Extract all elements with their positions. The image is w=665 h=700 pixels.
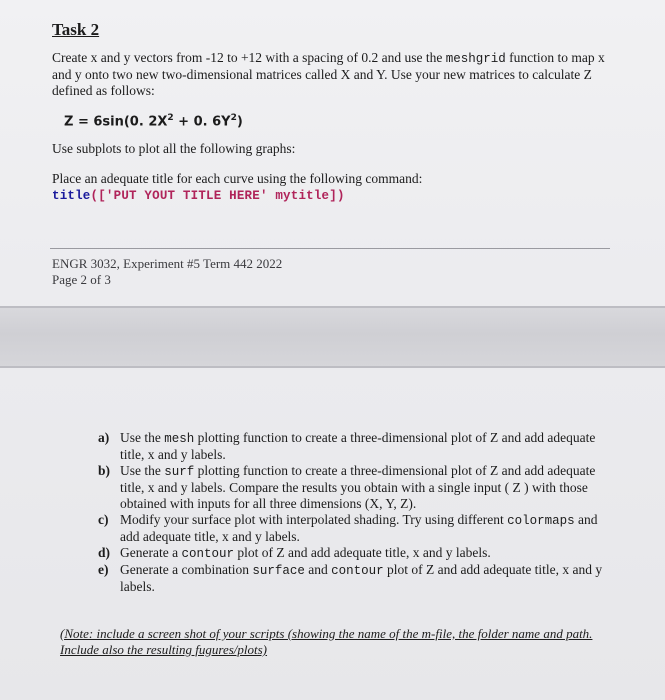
- item-label: b): [98, 463, 111, 478]
- page-break-edge-bottom: [0, 366, 665, 368]
- contour-keyword: contour: [331, 564, 384, 578]
- item-text: Generate a combination surface and contour plot of Z and add adequate title, x and y labels.: [120, 562, 603, 594]
- surface-keyword: surface: [252, 564, 305, 578]
- list-item: [98, 562, 608, 595]
- z-equation: Z = 6sin(0. $2X^2 + 0$. $6Y^2$): [64, 113, 243, 130]
- task-title: Task 2: [52, 20, 100, 39]
- page-footer: [52, 256, 282, 288]
- item-text: Use the mesh plotting function to create a three-dimensional plot of Z and add adequate title, x and y labels.: [120, 430, 596, 462]
- task-intro: Create x and y vectors from -12 to +12 with a spacing of 0.2 and use the meshgrid function to map x and y onto two new two-dimensional matrices called X and Y. Use your new matrices to calculate Z defined as follows:: [52, 50, 605, 98]
- item-text: Generate a contour plot of Z and add adequate title, x and y labels.: [120, 545, 491, 561]
- task-list: [98, 430, 608, 595]
- page-break-edge-top: [0, 306, 665, 308]
- code-function: title: [52, 189, 91, 204]
- list-item: [98, 545, 608, 562]
- task-section: [52, 20, 627, 203]
- item-label: d): [98, 545, 111, 560]
- item-text: Use the surf plotting function to create a three-dimensional plot of Z and add adequate title, x and y labels. Compare the results you obtain with a single input ( Z ) with those obtained with inputs for all three dimensions (X, Y, Z).: [120, 463, 596, 511]
- code-arguments: (['PUT YOUT TITLE HERE' mytitle]): [90, 189, 345, 204]
- colormaps-keyword: colormaps: [507, 514, 575, 528]
- screenshot-note: (Note: include a screen shot of your scripts (showing the name of the m-file, the folder name and path. Include also the resulting fugures/plots): [60, 626, 593, 657]
- divider-line: [50, 248, 610, 249]
- mesh-keyword: mesh: [164, 432, 195, 446]
- list-item: [98, 430, 608, 463]
- meshgrid-keyword: meshgrid: [445, 52, 506, 66]
- title-instruction: Place an adequate title for each curve using the following command:: [52, 171, 423, 187]
- list-item: [98, 512, 608, 545]
- surf-keyword: surf: [164, 465, 195, 479]
- item-label: c): [98, 512, 109, 527]
- item-label: a): [98, 430, 110, 445]
- item-text: Modify your surface plot with interpolated shading. Try using different colormaps and add adequate title, x and y labels.: [120, 512, 598, 544]
- list-item: [98, 463, 608, 512]
- subplots-instruction: Use subplots to plot all the following graphs:: [52, 141, 296, 157]
- contour-keyword: contour: [181, 547, 234, 561]
- item-label: e): [98, 562, 109, 577]
- course-line: ENGR 3032, Experiment #5 Term 442 2022: [52, 256, 283, 271]
- page-number: Page 2 of 3: [52, 272, 111, 287]
- page-break-band: [0, 306, 665, 368]
- title-command-code: [52, 189, 627, 203]
